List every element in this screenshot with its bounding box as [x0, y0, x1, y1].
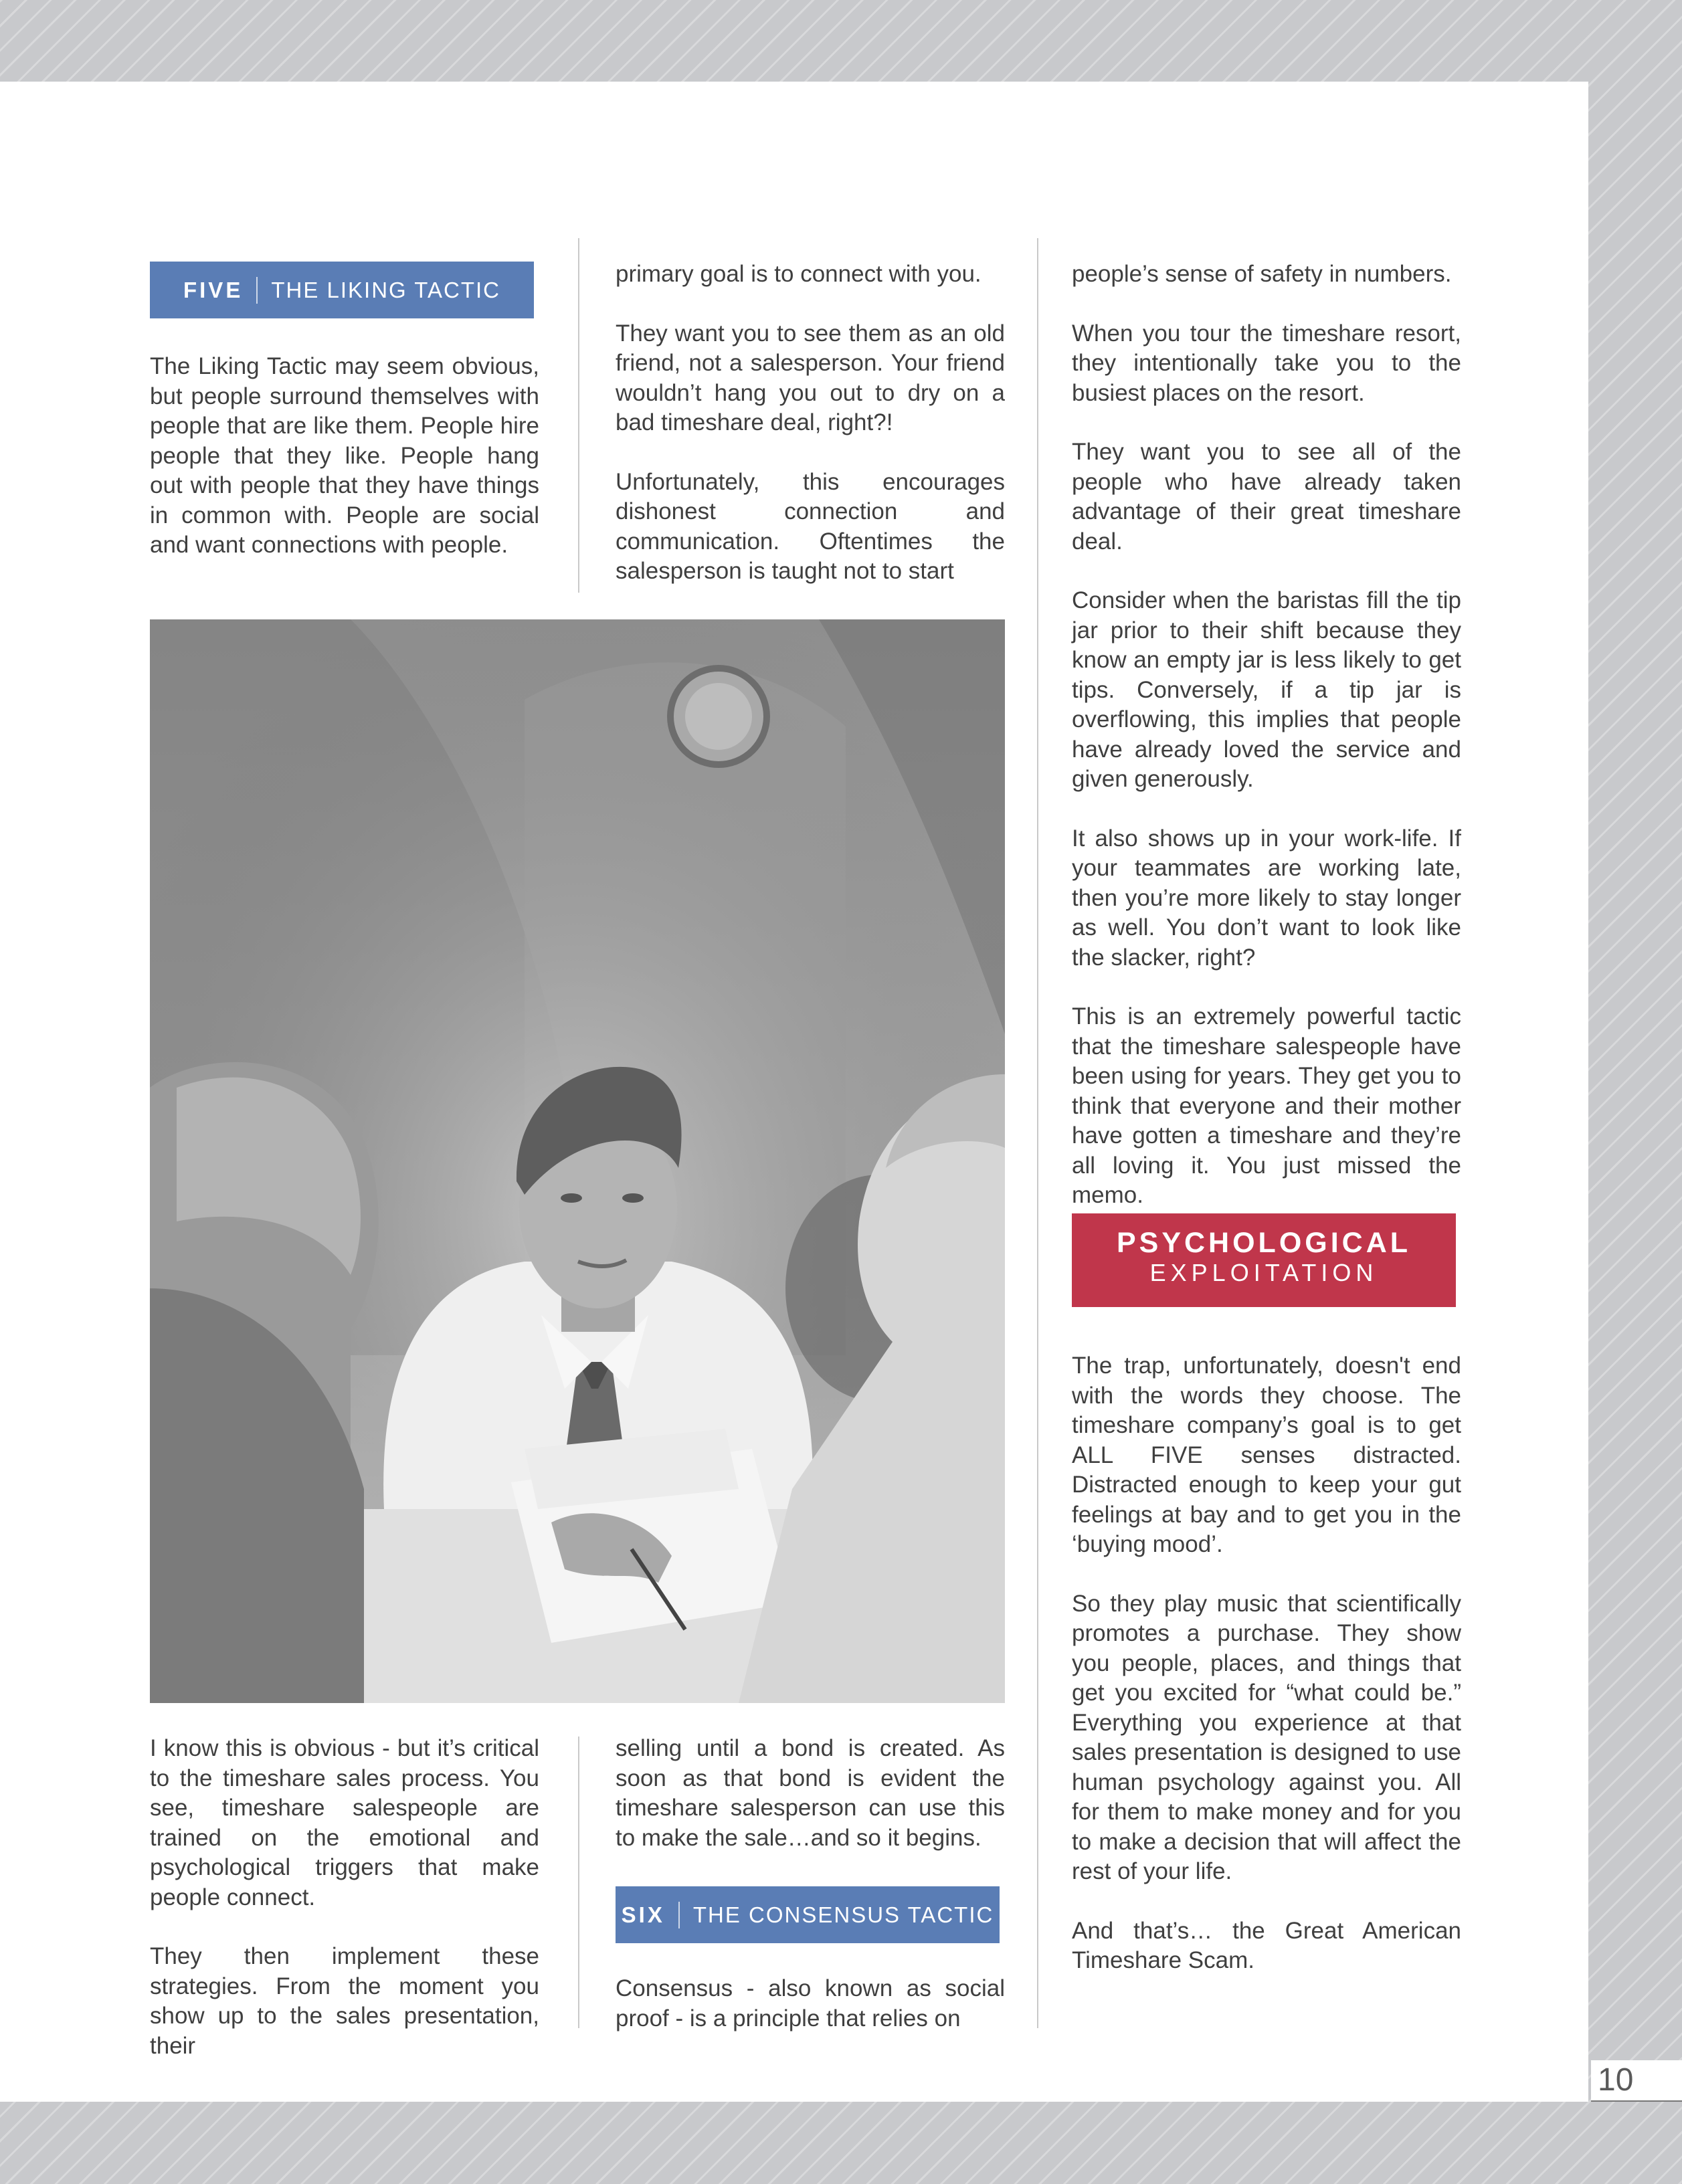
paragraph: selling until a bond is created. As soon as that bond is evident the timeshare salesperson can use this to make the sale…and so it begins. — [616, 1735, 1005, 1851]
page-number: 10 — [1591, 2060, 1682, 2100]
paragraph: This is an extremely powerful tactic that the timeshare salespeople have been using for years. They get you to think that everyone and their mother have gotten a timeshare and they’re all loving it. You just missed the memo. — [1072, 1003, 1461, 1208]
tactic-name: THE CONSENSUS TACTIC — [692, 1902, 994, 1927]
paragraph: So they play music that scientifically promotes a purchase. They show you people, places, and things that get you excited for “what could be.” Everything you experience at that sales presentation is designed to use human psychology against you. All for them to make money and for you to make a decision that will affect the rest of your life. — [1072, 1590, 1461, 1884]
paragraph: They want you to see them as an old friend, not a salesperson. Your friend wouldn’t hang you out to dry on a bad timeshare deal, right?! — [616, 320, 1005, 435]
paragraph: The trap, unfortunately, doesn't end with the words they choose. The timeshare company’s goal is to get ALL FIVE senses distracted. Distracted enough to keep your gut feelings at bay and to get you in the ‘buying mood’. — [1072, 1353, 1461, 1557]
tactic-five-heading — [150, 262, 534, 318]
tactic-number: SIX — [621, 1902, 665, 1927]
column-rule-2 — [1037, 238, 1038, 2028]
paragraph: Consider when the baristas fill the tip jar prior to their shift because they know an empty jar is less likely to get tips. Conversely, if a tip jar is overflowing, this implies that people have already loved the service and given generously. — [1072, 587, 1461, 792]
paragraph: They then implement these strategies. From the moment you show up to the sales presentation, their — [150, 1943, 539, 2059]
column-rule-1-bottom — [578, 1736, 579, 2028]
heading-divider — [678, 1902, 680, 1928]
paragraph: They want you to see all of the people who have already taken advantage of their great timeshare deal. — [1072, 439, 1461, 555]
psychological-exploitation-banner — [1072, 1213, 1456, 1307]
paragraph: It also shows up in your work-life. If your teammates are working late, then you’re more likely to stay longer as well. You don’t want to look like the slacker, right? — [1072, 825, 1461, 971]
column-3-bottom — [1072, 1351, 1461, 1976]
page-number-rule — [1591, 2100, 1682, 2102]
paragraph: The Liking Tactic may seem obvious, but people surround themselves with people that are like them. People hire people that they like. People hang out with people that they have things in common with. People are social and want connections with people. — [150, 353, 539, 558]
paragraph: And that’s… the Great American Timeshare Scam. — [1072, 1917, 1461, 1973]
column-1-top — [150, 352, 539, 561]
column-2-top — [616, 260, 1005, 587]
paragraph: primary goal is to connect with you. — [616, 261, 982, 287]
tactic-name: THE LIKING TACTIC — [271, 277, 500, 302]
tactic-number: FIVE — [183, 277, 244, 302]
column-2-bottom — [616, 1734, 1005, 1853]
paragraph: When you tour the timeshare resort, they intentionally take you to the busiest places on the resort. — [1072, 320, 1461, 406]
paragraph: I know this is obvious - but it’s critical to the timeshare sales process. You see, timeshare salespeople are trained on the emotional and psychological triggers that make people connect. — [150, 1735, 539, 1910]
business-meeting-photo — [150, 619, 1005, 1703]
banner-line-2: EXPLOITATION — [1149, 1259, 1378, 1286]
column-1-bottom — [150, 1734, 539, 2061]
column-2-after — [616, 1974, 1005, 2033]
banner-line-1: PSYCHOLOGICAL — [1116, 1227, 1412, 1259]
paragraph: Consensus - also known as social proof - is a principle that relies on — [616, 1975, 1005, 2031]
paragraph: Unfortunately, this encourages dishonest connection and communication. Oftentimes the salesperson is taught not to start — [616, 468, 1005, 584]
column-rule-1-top — [578, 238, 579, 593]
tactic-six-heading — [616, 1886, 1000, 1943]
paragraph: people’s sense of safety in numbers. — [1072, 261, 1452, 287]
column-3-top — [1072, 260, 1461, 1211]
heading-divider — [256, 277, 258, 304]
